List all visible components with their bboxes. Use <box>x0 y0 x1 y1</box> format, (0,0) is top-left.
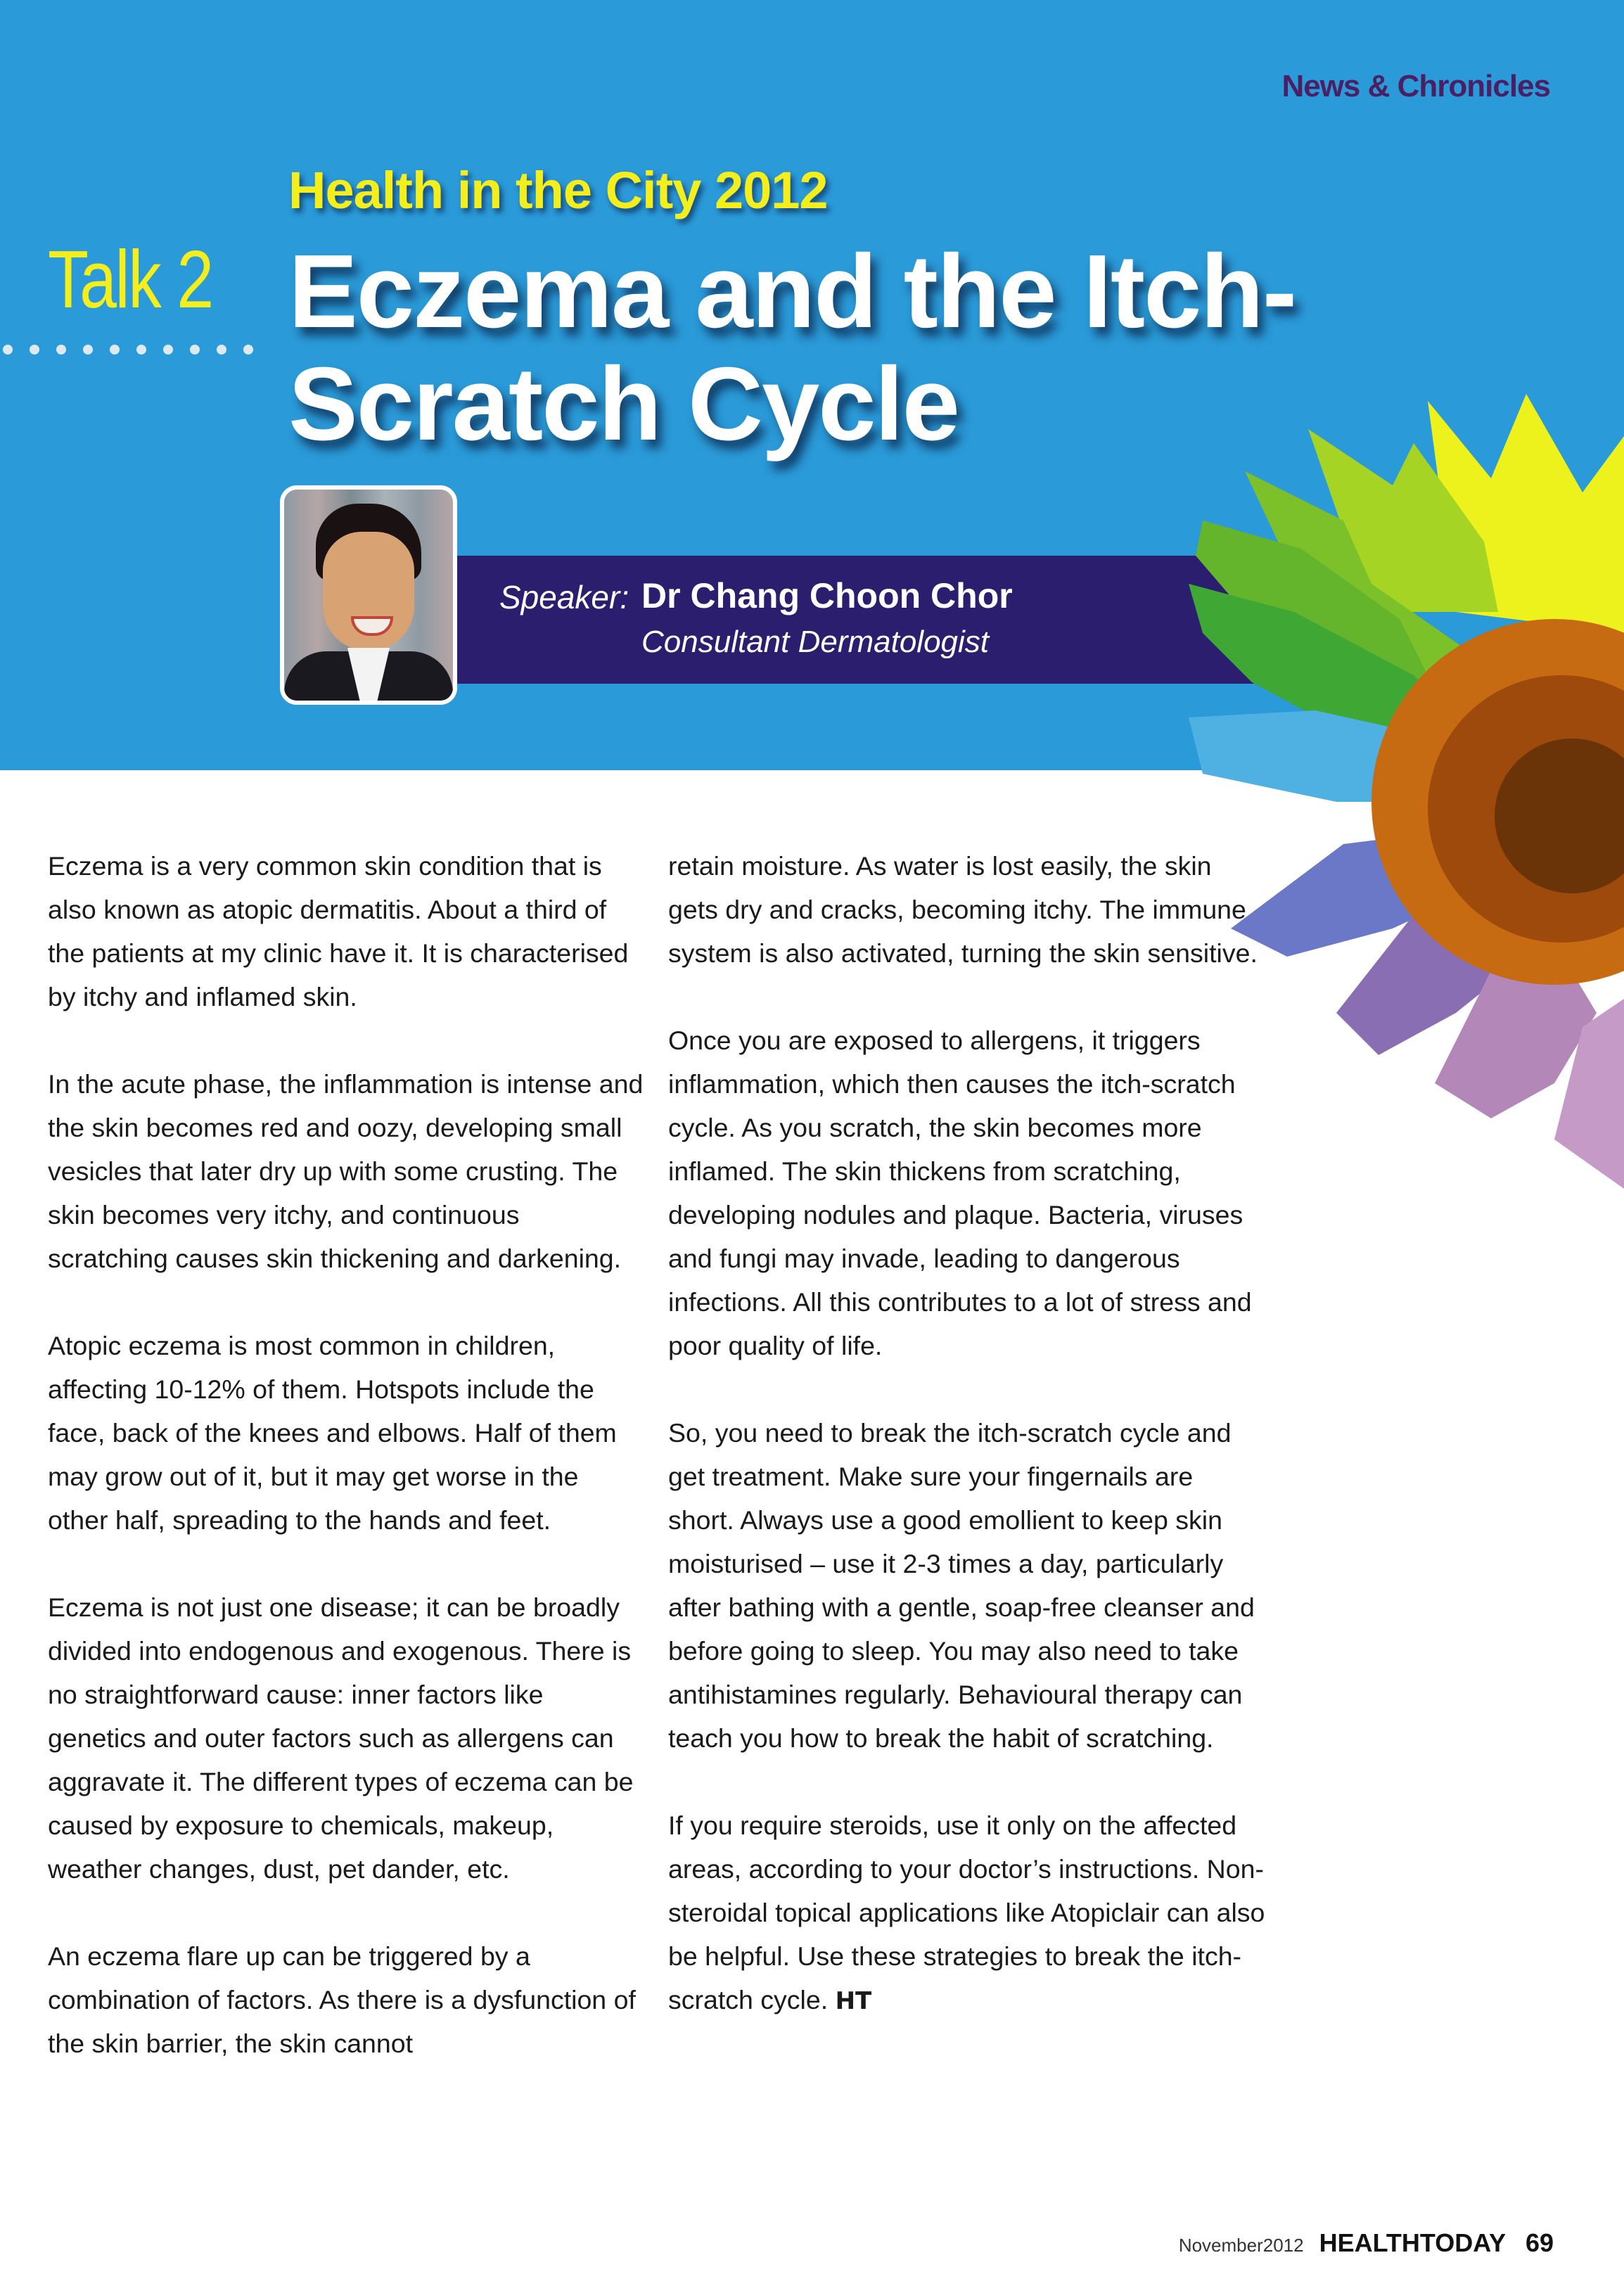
paragraph: So, you need to break the itch-scratch cycle and get treatment. Make sure your fingernails are short. Always use a good emollient to keep skin moisturised – use it 2-3 times a day, particularly after bathing with a gentle, soap-free cleanser and before going to sleep. You may also need to take antihistamines regularly. Behavioural therapy can teach you how to break the habit of scratching. <box>668 1418 1255 1753</box>
divider-dot <box>217 345 226 355</box>
event-title: Health in the City 2012 <box>288 161 828 219</box>
dotted-divider <box>0 345 253 359</box>
paragraph: retain moisture. As water is lost easily, the skin gets dry and cracks, becoming itchy. The immune system is also activated, turning the skin sensitive. <box>668 851 1258 968</box>
speaker-photo <box>280 485 457 705</box>
article-column-left <box>48 844 646 2109</box>
divider-dot <box>190 345 200 355</box>
paragraph: Atopic eczema is most common in children, affecting 10-12% of them. Hotspots include the face, back of the knees and elbows. Half of them may grow out of it, but it may get worse in the other half, spreading to the hands and feet. <box>48 1331 617 1535</box>
article-title <box>288 236 1296 461</box>
paragraph: An eczema flare up can be triggered by a combination of factors. As there is a dysfunction of the skin barrier, the skin cannot <box>48 1941 636 2058</box>
divider-dot <box>56 345 66 355</box>
section-label: News & Chronicles <box>1281 69 1550 103</box>
paragraph: In the acute phase, the inflammation is intense and the skin becomes red and oozy, developing small vesicles that later dry up with some crusting. The skin becomes very itchy, and continuous scratching causes skin thickening and darkening. <box>48 1069 644 1273</box>
speaker-label: Speaker: <box>499 579 629 615</box>
divider-dot <box>83 345 93 355</box>
paragraph: Eczema is a very common skin condition that is also known as atopic dermatitis. About a third of the patients at my clinic have it. It is characterised by itchy and inflamed skin. <box>48 851 629 1011</box>
page-footer <box>1179 2228 1554 2258</box>
talk-label: Talk 2 <box>48 234 212 325</box>
title-line-2: Scratch Cycle <box>288 346 959 462</box>
paragraph: Eczema is not just one disease; it can be broadly divided into endogenous and exogenous. There is no straightforward cause: inner factors like genetics and outer factors such as allergens can aggravate it. The different types of eczema can be caused by exposure to chemicals, makeup, weather changes, dust, pet dander, etc. <box>48 1592 634 1884</box>
speaker-role: Consultant Dermatologist <box>641 625 990 659</box>
page-number: 69 <box>1525 2228 1554 2257</box>
paragraph: Once you are exposed to allergens, it triggers inflammation, which then causes the itch-scratch cycle. As you scratch, the skin becomes more inflamed. The skin thickens from scratching, developing nodules and plaque. Bacteria, viruses and fungi may invade, leading to dangerous infections. All this contributes to a lot of stress and poor quality of life. <box>668 1026 1252 1360</box>
divider-dot <box>30 345 39 355</box>
divider-dot <box>3 345 13 355</box>
issue-date: November2012 <box>1178 2235 1304 2256</box>
magazine-name: HEALTHTODAY <box>1319 2228 1506 2257</box>
speaker-name: Dr Chang Choon Chor <box>641 576 1013 615</box>
divider-dot <box>243 345 253 355</box>
title-line-1: Eczema and the Itch- <box>288 234 1296 350</box>
divider-dot <box>163 345 173 355</box>
divider-dot <box>110 345 120 355</box>
paragraph-text: If you require steroids, use it only on the affected areas, according to your doctor’s instructions. Non-steroidal topical applications like Atopiclair can also be helpful. Use these strategies to break the itch-scratch cycle. <box>668 1811 1265 2014</box>
divider-dot <box>136 345 146 355</box>
end-mark: HT <box>835 1987 872 2015</box>
paragraph-final <box>668 1803 1266 2023</box>
article-column-right <box>668 844 1266 2067</box>
